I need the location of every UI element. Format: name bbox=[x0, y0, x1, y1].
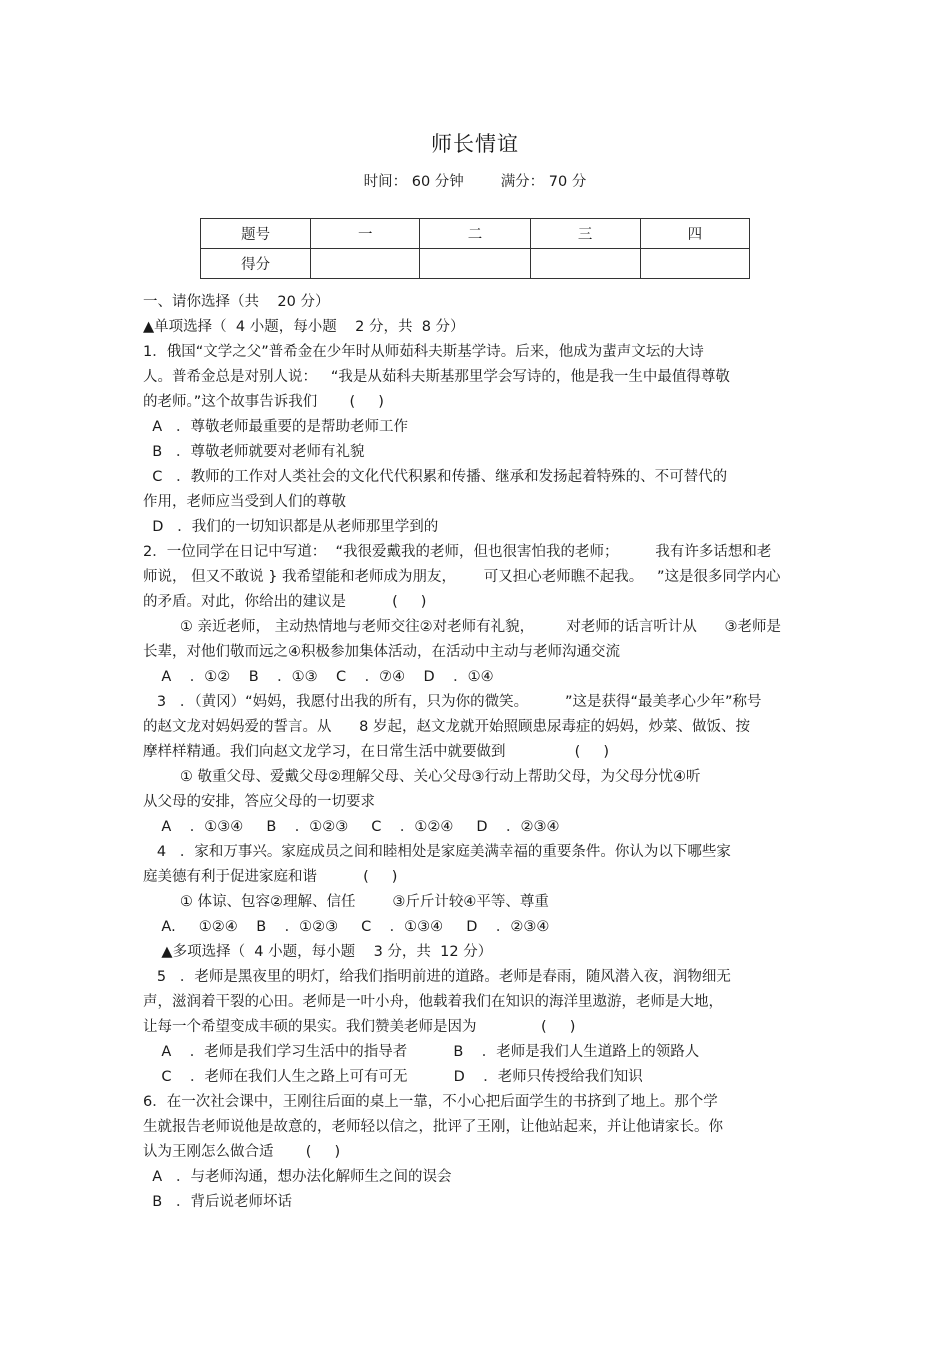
table-cell: 四 bbox=[640, 219, 749, 249]
subsection-heading: ▲多项选择（ 4 小题，每小题 3 分，共 12 分） bbox=[143, 944, 493, 960]
question-text: 的赵文龙对妈妈爱的誓言。从 8 岁起，赵文龙就开始照顾患尿毒症的妈妈，炒菜、做饭、按 bbox=[143, 719, 750, 735]
question-text: 让每一个希望变成丰硕的果实。我们赞美老师是因为 ( ) bbox=[143, 1019, 576, 1035]
question-text: 5 ．老师是黑夜里的明灯，给我们指明前进的道路。老师是春雨，随风潜入夜，润物细无 bbox=[143, 969, 731, 985]
answer-option: D ．我们的一切知识都是从老师那里学到的 bbox=[143, 519, 439, 535]
page-title: 师长情谊 bbox=[431, 132, 519, 156]
question-text: 2．一位同学在日记中写道： “我很爱戴我的老师，但也很害怕我的老师； 我有许多话想和老 bbox=[143, 544, 772, 560]
table-cell: 二 bbox=[420, 219, 530, 249]
exam-info bbox=[0, 170, 950, 191]
score-table-header-row bbox=[201, 219, 750, 249]
answer-option: A ．与老师沟通，想办法化解师生之间的误会 bbox=[143, 1169, 452, 1185]
statement-list: 从父母的安排，答应父母的一切要求 bbox=[143, 794, 375, 810]
table-cell: 一 bbox=[311, 219, 420, 249]
answer-option: B ．背后说老师坏话 bbox=[143, 1194, 292, 1210]
answer-options-row: A ．①② B ．①③ C ．⑦④ D ．①④ bbox=[143, 669, 494, 685]
score-input-cell[interactable] bbox=[311, 249, 420, 279]
answer-option: A ．尊敬老师最重要的是帮助老师工作 bbox=[143, 419, 408, 435]
section-heading: 一、请你选择（共 20 分） bbox=[143, 294, 330, 310]
answer-option: B ．尊敬老师就要对老师有礼貌 bbox=[143, 444, 365, 460]
statement-list: 长辈，对他们敬而远之④积极参加集体活动，在活动中主动与老师沟通交流 bbox=[143, 644, 620, 660]
score-table-score-row bbox=[201, 249, 750, 279]
answer-option: 作用，老师应当受到人们的尊敬 bbox=[143, 494, 346, 510]
answer-option: C ．教师的工作对人类社会的文化代代积累和传播、继承和发扬起着特殊的、不可替代的 bbox=[143, 469, 728, 485]
question-text: 生就报告老师说他是故意的，老师轻以信之，批评了王刚，让他站起来，并让他请家长。你 bbox=[143, 1119, 723, 1135]
score-input-cell[interactable] bbox=[640, 249, 749, 279]
answer-options-row: A ．①③④ B ．①②③ C ．①②④ D ．②③④ bbox=[143, 819, 560, 835]
score-table bbox=[200, 218, 750, 279]
answer-options-row: A ．老师是我们学习生活中的指导者 B ．老师是我们人生道路上的领路人 bbox=[143, 1044, 700, 1060]
table-cell: 三 bbox=[530, 219, 640, 249]
subsection-heading: ▲单项选择（ 4 小题，每小题 2 分，共 8 分） bbox=[143, 319, 465, 335]
score-input-cell[interactable] bbox=[420, 249, 530, 279]
question-text: 认为王刚怎么做合适 ( ) bbox=[143, 1144, 341, 1160]
answer-options-row: C ．老师在我们人生之路上可有可无 D ．老师只传授给我们知识 bbox=[143, 1069, 643, 1085]
question-text: 摩样样精通。我们向赵文龙学习，在日常生活中就要做到 ( ) bbox=[143, 744, 609, 760]
question-text: 4 ．家和万事兴。家庭成员之间和睦相处是家庭美满幸福的重要条件。你认为以下哪些家 bbox=[143, 844, 731, 860]
table-cell: 题号 bbox=[201, 219, 311, 249]
time-label: 时间： 60 分钟 bbox=[363, 174, 464, 190]
question-text: 师说， 但又不敢说 } 我希望能和老师成为朋友， 可又担心老师瞧不起我。 ”这是很多同学内心 bbox=[143, 569, 781, 585]
statement-list: ① 体谅、包容②理解、信任 ③斤斤计较④平等、尊重 bbox=[143, 894, 549, 910]
question-text: 人。普希金总是对别人说： “我是从茹科夫斯基那里学会写诗的，他是我一生中最值得尊敬 bbox=[143, 369, 730, 385]
question-text: 6．在一次社会课中，王刚往后面的桌上一靠，不小心把后面学生的书挤到了地上。那个学 bbox=[143, 1094, 718, 1110]
score-input-cell[interactable] bbox=[530, 249, 640, 279]
question-text: 声，滋润着干裂的心田。老师是一叶小舟，他载着我们在知识的海洋里遨游，老师是大地， bbox=[143, 994, 723, 1010]
table-cell: 得分 bbox=[201, 249, 311, 279]
question-body bbox=[143, 290, 803, 1215]
question-text: 庭美德有利于促进家庭和谐 ( ) bbox=[143, 869, 398, 885]
question-text: 的老师。”这个故事告诉我们 ( ) bbox=[143, 394, 384, 410]
statement-list: ① 亲近老师， 主动热情地与老师交往②对老师有礼貌， 对老师的话言听计从 ③老师是 bbox=[143, 619, 782, 635]
question-text: 1．俄国“文学之父”普希金在少年时从师茹科夫斯基学诗。后来，他成为蜚声文坛的大诗 bbox=[143, 344, 704, 360]
question-text: 3 ．（黄冈）“妈妈，我愿付出我的所有，只为你的微笑。 ”这是获得“最美孝心少年”称号 bbox=[143, 694, 762, 710]
statement-list: ① 敬重父母、爱戴父母②理解父母、关心父母③行动上帮助父母，为父母分忧④听 bbox=[143, 769, 701, 785]
answer-options-row: A. ①②④ B ．①②③ C ．①③④ D ．②③④ bbox=[143, 919, 550, 935]
score-label: 满分： 70 分 bbox=[500, 174, 587, 190]
question-text: 的矛盾。对此，你给出的建议是 ( ) bbox=[143, 594, 427, 610]
